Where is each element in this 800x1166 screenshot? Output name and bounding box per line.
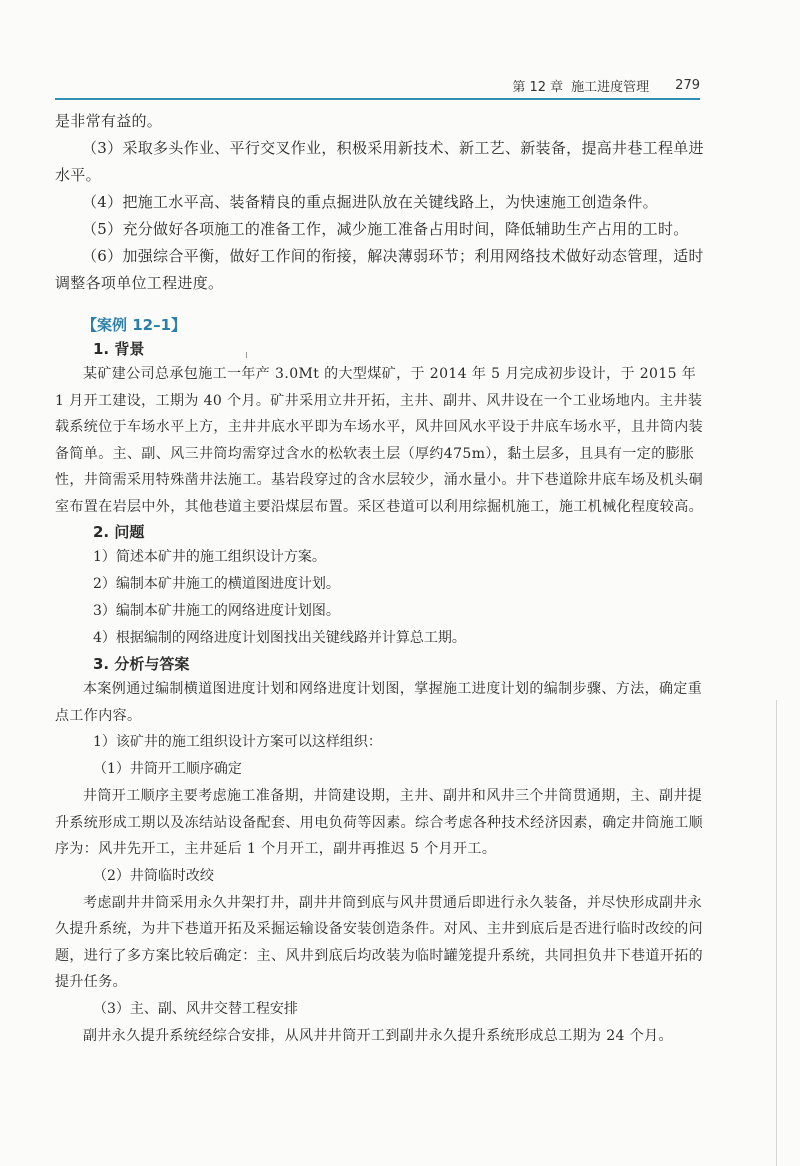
intro-paragraph-0: 是非常有益的。	[55, 112, 163, 130]
page-content	[55, 108, 705, 1049]
subsection-2-title: （2）井筒临时改绞	[93, 867, 214, 884]
intro-paragraph-2: （4）把施工水平高、装备精良的重点掘进队放在关键线路上，为快速施工创造条件。	[82, 193, 658, 211]
header-rule	[55, 98, 700, 100]
subsection-1-title: （1）井筒开工顺序确定	[93, 761, 242, 777]
answers-intro: 本案例通过编制横道图进度计划和网络进度计划图，掌握施工进度计划的编制步骤、方法，确定重点工作内容。	[55, 681, 703, 724]
questions-heading: 2. 问题	[93, 523, 145, 541]
running-header	[55, 74, 700, 96]
question-item: 4）根据编制的网络进度计划图找出关键线路并计算总工期。	[93, 630, 466, 646]
background-heading: 1. 背景	[93, 340, 145, 358]
subsection-1-text: 井筒开工顺序主要考虑施工准备期，井筒建设期，主井、副井和风井三个井筒贯通期，主、副井提升系统形成工期以及冻结站设备配套、用电负荷等因素。综合考虑各种技术经济因素，确定井筒施工顺序为：风井先开工，主井延后 1 个月开工，副井再推迟 5 个月开工。	[55, 788, 703, 857]
intro-paragraph-1: （3）采取多头作业、平行交叉作业，积极采用新技术、新工艺、新装备，提高井巷工程单进水平。	[55, 139, 704, 184]
answers-heading: 3. 分析与答案	[93, 655, 190, 673]
case-title: 【案例 12–1】	[82, 316, 187, 334]
subsection-3-text: 副井永久提升系统经综合安排，从风井井筒开工到副井永久提升系统形成总工期为 24 个月。	[83, 1027, 673, 1044]
question-item: 3）编制本矿井施工的网络进度计划图。	[93, 603, 340, 619]
chapter-label: 第 12 章	[512, 79, 564, 95]
scan-margin-line	[776, 700, 777, 1166]
question-item: 2）编制本矿井施工的横道图进度计划。	[93, 576, 340, 592]
answer-item-1: 1）该矿井的施工组织设计方案可以这样组织：	[93, 734, 382, 750]
background-text: 某矿建公司总承包施工一年产 3.0Mt 的大型煤矿，于 2014 年 5 月完成初步设计，于 2015 年 1 月开工建设，工期为 40 个月。矿井采用立井开拓，主井、副井、风井设在一个工业场地内。主井装载系统位于车场水平上方，主井井底水平即为车场水平，风井回风水平设于井底车场水平，且井筒内装备简单。主、副、风三井筒均需穿过含水的松软表土层（厚约475m），黏土层多，且具有一定的膨胀性，井筒需采用特殊凿井法施工。基岩段穿过的含水层较少，涌水量小。井下巷道除井底车场及机头硐室布置在岩层中外，其他巷道主要沿煤层布置。采区巷道可以利用综掘机施工，施工机械化程度较高。	[55, 366, 703, 515]
subsection-3-title: （3）主、副、风井交替工程安排	[93, 1000, 298, 1017]
page-number: 279	[675, 77, 700, 93]
subsection-2-text: 考虑副井井筒采用永久井架打井，副井井筒到底与风井贯通后即进行永久装备，并尽快形成副井永久提升系统，为井下巷道开拓及采掘运输设备安装创造条件。对风、主井到底后是否进行临时改绞的问题，进行了多方案比较后确定：主、风井到底后均改装为临时罐笼提升系统，共同担负井下巷道开拓的提升任务。	[55, 894, 703, 990]
chapter-title: 施工进度管理	[571, 79, 650, 95]
intro-paragraph-4: （6）加强综合平衡，做好工作间的衔接，解决薄弱环节；利用网络技术做好动态管理，适时调整各项单位工程进度。	[55, 247, 704, 292]
question-item: 1）简述本矿井的施工组织设计方案。	[93, 549, 326, 565]
intro-paragraph-3: （5）充分做好各项施工的准备工作，减少施工准备占用时间，降低辅助生产占用的工时。	[82, 220, 689, 238]
